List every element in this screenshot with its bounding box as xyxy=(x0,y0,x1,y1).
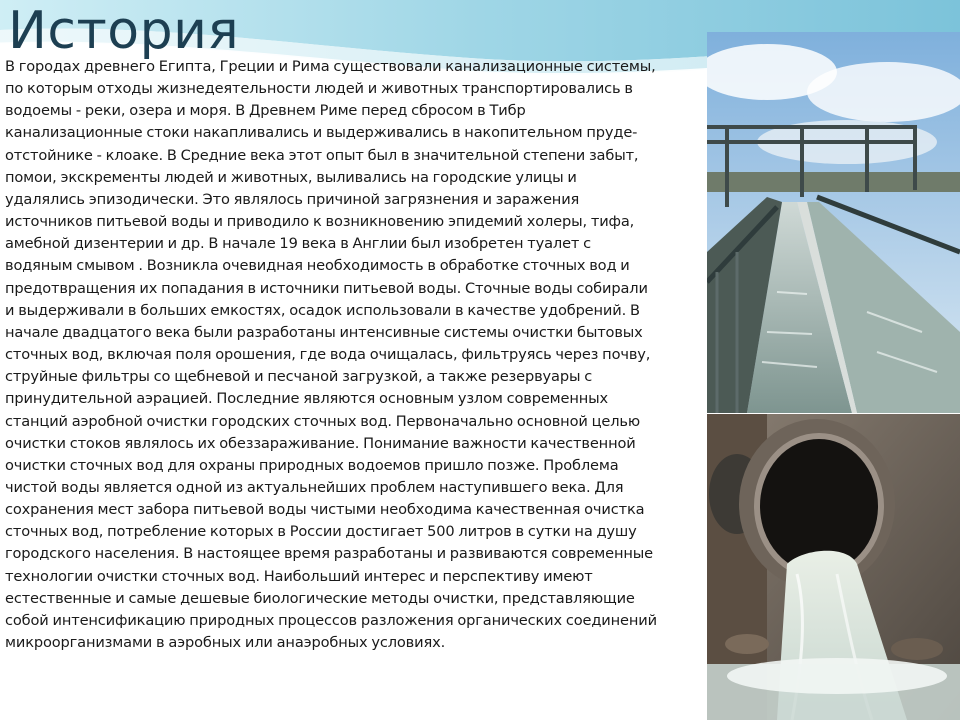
body-text-line: струйные фильтры со щебневой и песчаной загрузкой, а также резервуары с xyxy=(5,368,593,386)
body-text-line: принудительной аэрацией. Последние являются основным узлом современных xyxy=(5,390,609,408)
body-text-line: сточных вод, потребление которых в России достигает 500 литров в сутки на душу xyxy=(5,523,637,541)
body-text-line: источников питьевой воды и приводило к возникновению эпидемий холеры, тифа, xyxy=(5,213,635,231)
body-text-line: помои, экскременты людей и животных, выливались на городские улицы и xyxy=(5,168,577,186)
body-text-line: очистки стоков являлось их обеззараживание. Понимание важности качественной xyxy=(5,434,636,452)
discharge-pipe-photo xyxy=(707,414,960,720)
body-text-line: канализационные стоки накапливались и выдерживались в накопительном пруде- xyxy=(5,124,638,142)
body-text-line: предотвращения их попадания в источники питьевой воды. Сточные воды собирали xyxy=(5,279,648,297)
body-text-line: начале двадцатого века были разработаны интенсивные системы очистки бытовых xyxy=(5,323,643,341)
body-paragraph xyxy=(5,56,701,654)
body-text-line: амебной дизентерии и др. В начале 19 века в Англии был изобретен туалет с xyxy=(5,235,592,253)
treatment-plant-photo xyxy=(707,32,960,413)
body-text-line: микроорганизмами в аэробных или анаэробных условиях. xyxy=(5,634,446,652)
body-text-line: технологии очистки сточных вод. Наибольший интерес и перспективу имеют xyxy=(5,567,593,585)
body-text-line: сохранения мест забора питьевой воды чистыми необходима качественная очистка xyxy=(5,501,645,519)
body-text-line: В городах древнего Египта, Греции и Рима существовали канализационные системы, xyxy=(5,58,656,75)
body-text-line: городского населения. В настоящее время разработаны и развиваются современные xyxy=(5,545,653,563)
body-text-line: водоемы - реки, озера и моря. В Древнем Риме перед сбросом в Тибр xyxy=(5,102,526,120)
body-text-line: и выдерживали в больших емкостях, осадок использовали в качестве удобрений. В xyxy=(5,301,640,319)
body-text-line: водяным смывом . Возникла очевидная необходимость в обработке сточных вод и xyxy=(5,257,630,275)
body-text-line: чистой воды является одной из актуальнейших проблем наступившего века. Для xyxy=(5,478,624,496)
body-text-line: сточных вод, включая поля орошения, где вода очищалась, фильтруясь через почву, xyxy=(5,346,651,364)
body-text-line: станций аэробной очистки городских сточных вод. Первоначально основной целью xyxy=(5,412,640,430)
body-text-line: отстойнике - клоаке. В Средние века этот опыт был в значительной степени забыт, xyxy=(5,146,639,164)
body-text-line: по которым отходы жизнедеятельности людей и животных транспортировались в xyxy=(5,80,633,98)
body-text-line: очистки сточных вод для охраны природных водоемов пришло позже. Проблема xyxy=(5,456,619,474)
body-text-line: удалялись эпизодически. Это являлось причиной загрязнения и заражения xyxy=(5,190,580,208)
slide-title: История xyxy=(8,1,240,61)
body-text-line: собой интенсификацию природных процессов разложения органических соединений xyxy=(5,611,657,629)
body-text-line: естественные и самые дешевые биологические методы очистки, представляющие xyxy=(5,589,635,607)
